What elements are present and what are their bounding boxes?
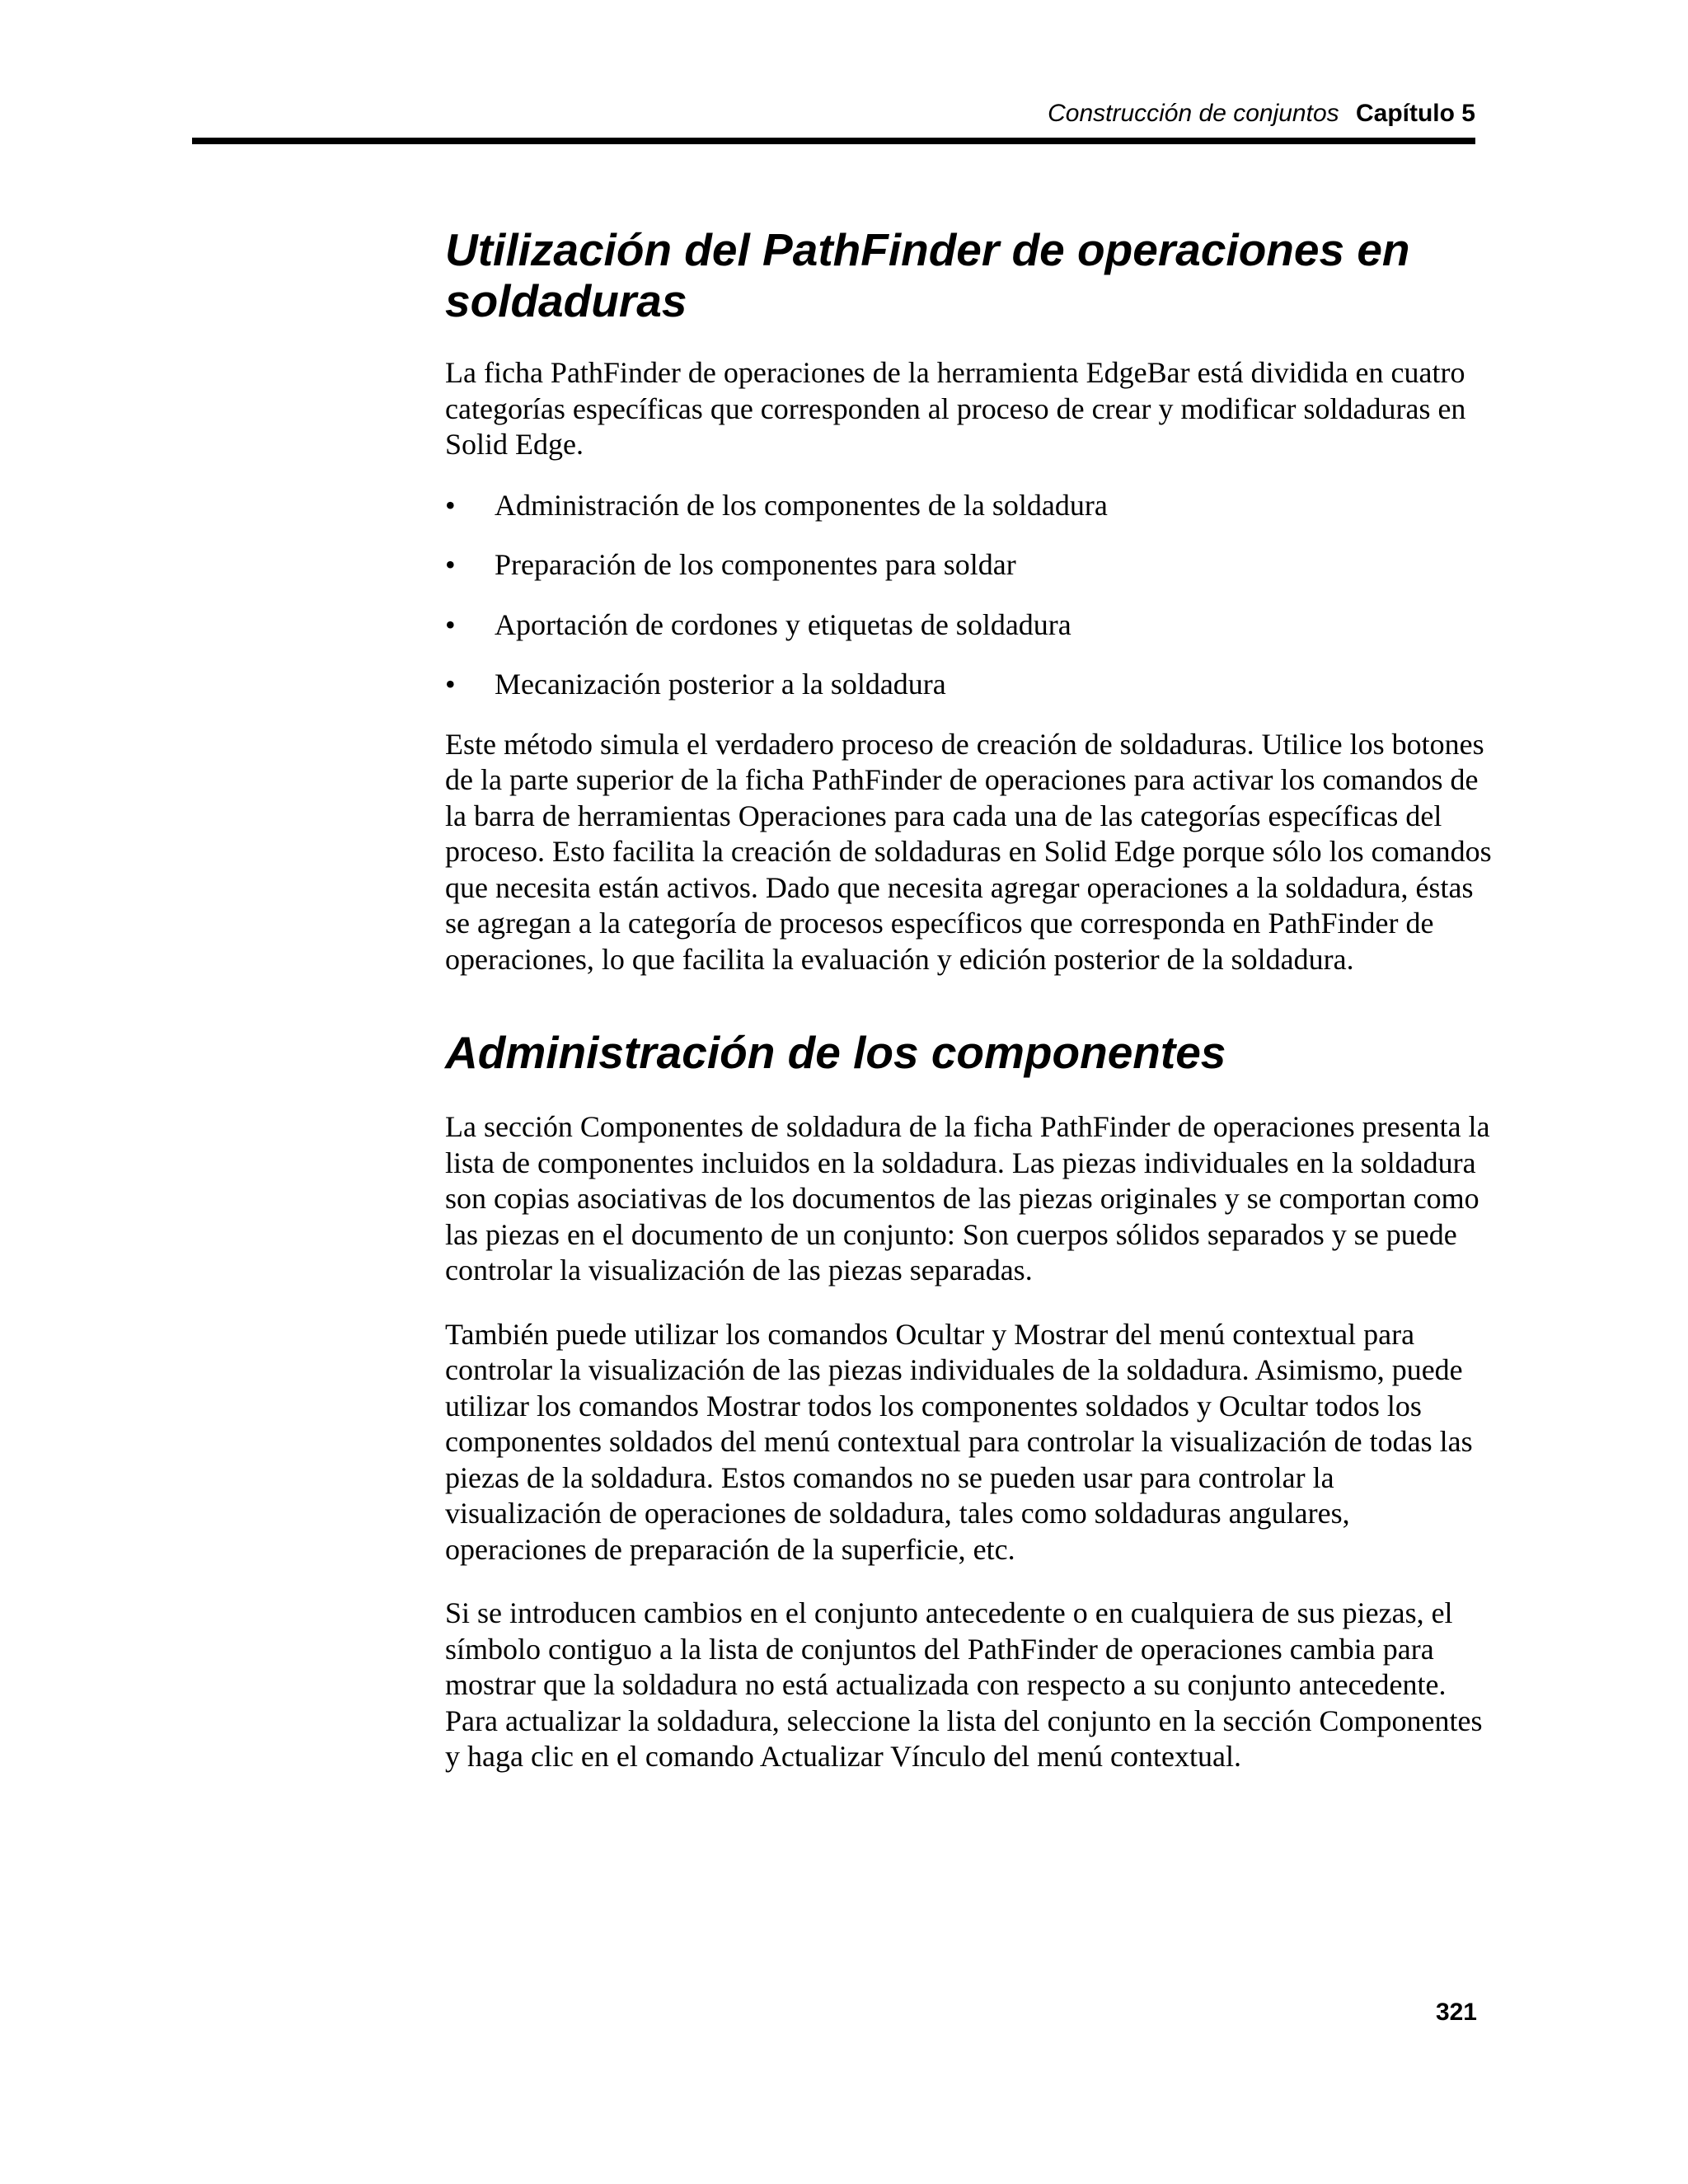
list-item-text: Administración de los componentes de la soldadura: [495, 488, 1108, 522]
section-title: Administración de los componentes: [445, 1027, 1226, 1078]
list-item: [445, 667, 1492, 703]
paragraph: La ficha PathFinder de operaciones de la herramienta EdgeBar está dividida en cuatro categorías específicas que corresponden al proceso de crear y modificar soldaduras en Solid Edge.: [445, 356, 1466, 461]
chapter-label: Capítulo 5: [1355, 100, 1475, 127]
section-title: Utilización del PathFinder de operaciones en soldaduras: [445, 224, 1410, 326]
list-item: [445, 607, 1492, 644]
list-item-text: Aportación de cordones y etiquetas de soldadura: [495, 607, 1071, 641]
paragraph: Este método simula el verdadero proceso de creación de soldaduras. Utilice los botones de la parte superior de la ficha PathFinder de operaciones para activar los comandos de la barra de herramientas Operaciones para cada una de las categorías específicas del proceso. Esto facilita la creación de soldaduras en Solid Edge porque sólo los comandos que necesita están activos. Dado que necesita agregar operaciones a la soldadura, éstas se agregan a la categoría de procesos específicos que corresponda en PathFinder de operaciones, lo que facilita la evaluación y edición posterior de la soldadura.: [445, 727, 1492, 976]
list-item: [445, 547, 1492, 583]
paragraph: También puede utilizar los comandos Ocultar y Mostrar del menú contextual para controlar la visualización de las piezas individuales de la soldadura. Asimismo, puede utilizar los comandos Mostrar todos los componentes soldados y Ocultar todos los componentes soldados del menú contextual para controlar la visualización de todas las piezas de la soldadura. Estos comandos no se pueden usar para controlar la visualización de operaciones de soldadura, tales como soldaduras angulares, operaciones de preparación de la superficie, etc.: [445, 1317, 1473, 1566]
bullet-icon: •: [445, 668, 456, 701]
section-components: [445, 1027, 1492, 1775]
list-item-text: Mecanización posterior a la soldadura: [495, 668, 946, 701]
list-item: [445, 488, 1492, 524]
paragraph: La sección Componentes de soldadura de la ficha PathFinder de operaciones presenta la lista de componentes incluidos en la soldadura. Las piezas individuales en la soldadura son copias asociativas de los documentos de las piezas originales y se comportan como las piezas en el documento de un conjunto: Son cuerpos sólidos separados y se puede controlar la visualización de las piezas separadas.: [445, 1110, 1490, 1286]
page-number: 321: [1435, 1999, 1477, 2026]
page-content: [445, 224, 1492, 1803]
paragraph: Si se introducen cambios en el conjunto antecedente o en cualquiera de sus piezas, el símbolo contiguo a la lista de conjuntos del PathFinder de operaciones cambia para mostrar que la soldadura no está actualizada con respecto a su conjunto antecedente. Para actualizar la soldadura, seleccione la lista del conjunto en la sección Componentes y haga clic en el comando Actualizar Vínculo del menú contextual.: [445, 1596, 1483, 1773]
bullet-icon: •: [445, 607, 456, 641]
list-item-text: Preparación de los componentes para soldar: [495, 548, 1016, 581]
bullet-list: [445, 488, 1492, 703]
running-header: [190, 97, 1475, 130]
chapter-title: Construcción de conjuntos: [1048, 100, 1339, 127]
bullet-icon: •: [445, 548, 456, 581]
header-rule: [192, 138, 1475, 144]
section-pathfinder: [445, 224, 1492, 977]
bullet-icon: •: [445, 488, 456, 522]
